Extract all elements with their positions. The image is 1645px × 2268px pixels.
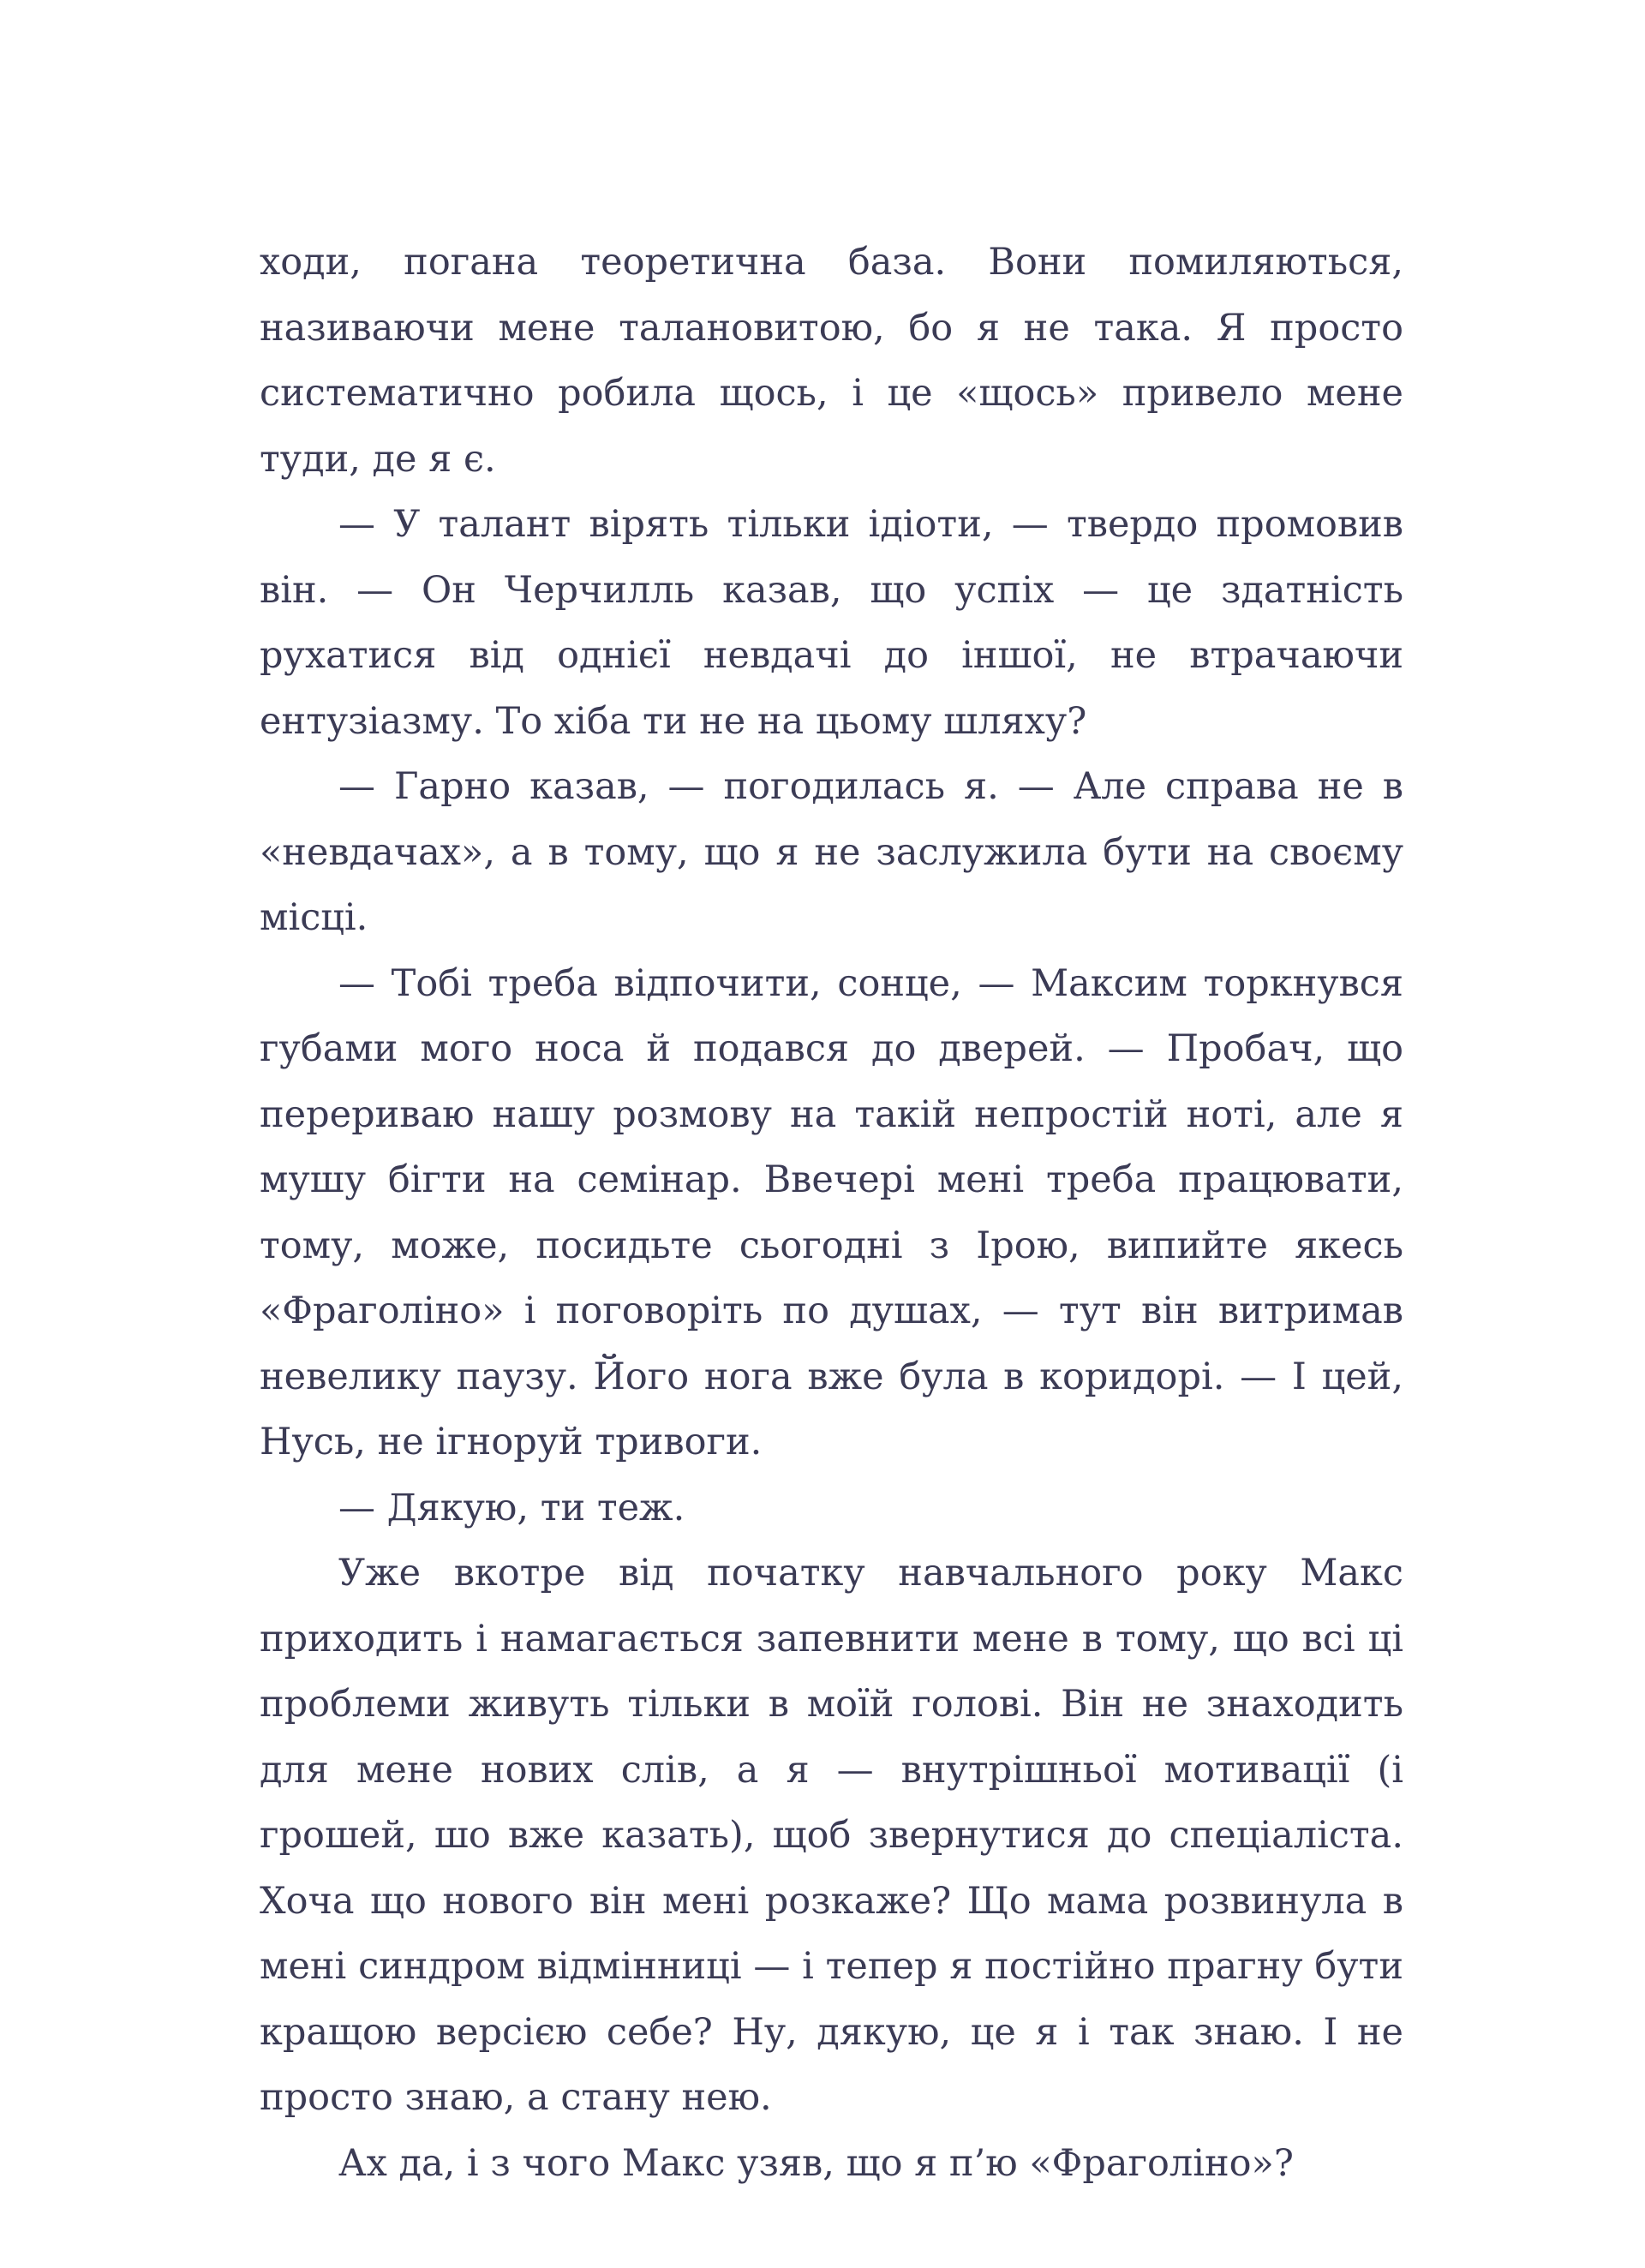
body-text [260,230,1403,2196]
paragraph-7: Ах да, і з чого Макс узяв, що я п’ю «Фраголіно»? [338,2141,1294,2185]
paragraph-3: — Гарно казав, — погодилась я. — Але справа не в «невдачах», а в тому, що я не заслужила бути на своєму місці. [260,765,1403,939]
paragraph-2: — У талант вірять тільки ідіоти, — твердо промовив він. — Он Черчилль казав, що успіх — це здатність рухатися від однієї невдачі до іншої, не втрачаючи ентузіазму. То хіба ти не на цьому шляху? [260,503,1403,743]
paragraph-1: ходи, погана теоретична база. Вони помиляються, називаючи мене талановитою, бо я не така. Я просто систематично робила щось, і це «щось» привело мене туди, де я є. [260,241,1403,481]
paragraph-4: — Тобі треба відпочити, сонце, — Максим торкнувся губами мого носа й подався до дверей. — Пробач, що перериваю нашу розмову на такій непростій ноті, але я мушу бігти на семінар. Ввечері мені треба працювати, тому, може, посидьте сьогодні з Ірою, випийте якесь «Фраголіно» і поговоріть по душах, — тут він витримав невелику паузу. Його нога вже була в коридорі. — І цей, Нусь, не ігноруй тривоги. [260,961,1403,1463]
paragraph-6: Уже вкотре від початку навчального року Макс приходить і намагається запевнити мене в тому, що всі ці проблеми живуть тільки в моїй голові. Він не знаходить для мене нових слів, а я — внутрішньої мотивації (і грошей, шо вже казать), щоб звернутися до спеціаліста. Хоча що нового він мені розкаже? Що мама розвинула в мені синдром відмінниці — і тепер я постійно прагну бути кращою версією себе? Ну, дякую, це я і так знаю. І не просто знаю, а стану нею. [260,1552,1403,2119]
paragraph-5: — Дякую, ти теж. [338,1486,685,1529]
